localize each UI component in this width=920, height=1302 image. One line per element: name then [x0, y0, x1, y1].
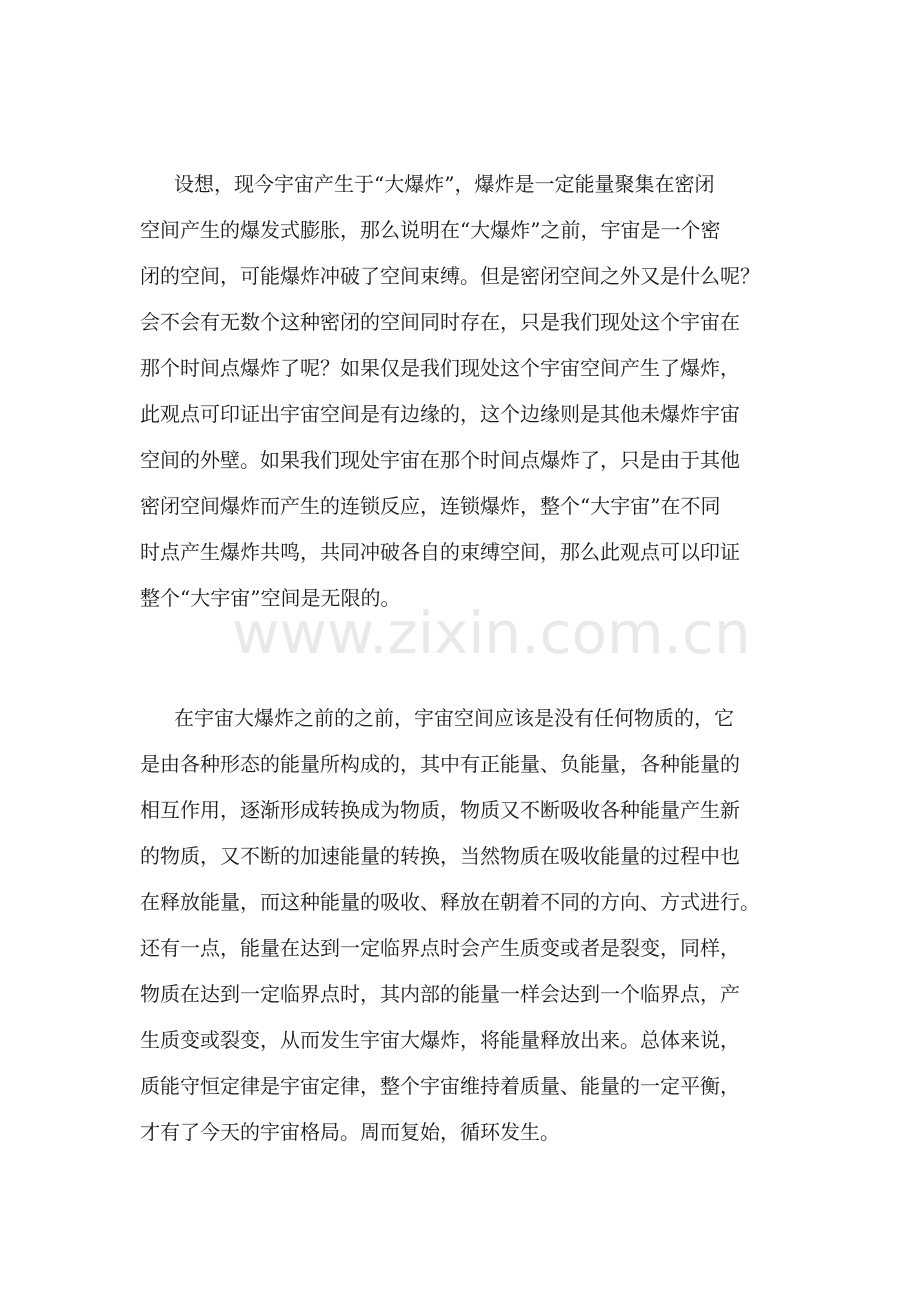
paragraph-2-line-4: 的物质，又不断的加速能量的转换，当然物质在吸收能量的过程中也	[140, 844, 740, 868]
paragraph-2-line-2: 是由各种形态的能量所构成的，其中有正能量、负能量，各种能量的	[140, 752, 740, 776]
paragraph-1-line-2: 空间产生的爆发式膨胀，那么说明在“大爆炸”之前，宇宙是一个密	[140, 218, 721, 242]
watermark-text: www.zixin.com.cn	[232, 599, 751, 667]
paragraph-2-line-8: 生质变或裂变，从而发生宇宙大爆炸，将能量释放出来。总体来说，	[140, 1028, 740, 1052]
paragraph-2-line-1: 在宇宙大爆炸之前的之前，宇宙空间应该是没有任何物质的，它	[174, 706, 734, 730]
paragraph-2-line-3: 相互作用，逐渐形成转换成为物质，物质又不断吸收各种能量产生新	[140, 798, 740, 822]
paragraph-1-line-3: 闭的空间，可能爆炸冲破了空间束缚。但是密闭空间之外又是什么呢？	[140, 264, 760, 288]
paragraph-2-line-10: 才有了今天的宇宙格局。周而复始，循环发生。	[140, 1120, 560, 1144]
paragraph-1-line-1: 设想，现今宇宙产生于“大爆炸”，爆炸是一定能量聚集在密闭	[174, 172, 715, 196]
paragraph-2-line-7: 物质在达到一定临界点时，其内部的能量一样会达到一个临界点，产	[140, 982, 740, 1006]
paragraph-2-line-6: 还有一点，能量在达到一定临界点时会产生质变或者是裂变，同样，	[140, 936, 740, 960]
paragraph-1-line-7: 空间的外壁。如果我们现处宇宙在那个时间点爆炸了，只是由于其他	[140, 448, 740, 472]
paragraph-2-line-9: 质能守恒定律是宇宙定律，整个宇宙维持着质量、能量的一定平衡，	[140, 1074, 740, 1098]
paragraph-1-line-8: 密闭空间爆炸而产生的连锁反应，连锁爆炸，整个“大宇宙”在不同	[140, 494, 721, 518]
paragraph-1-line-6: 此观点可印证出宇宙空间是有边缘的，这个边缘则是其他未爆炸宇宙	[140, 402, 740, 426]
paragraph-1-line-5: 那个时间点爆炸了呢？如果仅是我们现处这个宇宙空间产生了爆炸，	[140, 356, 740, 380]
paragraph-1-line-4: 会不会有无数个这种密闭的空间同时存在，只是我们现处这个宇宙在	[140, 310, 740, 334]
paragraph-2-line-5: 在释放能量，而这种能量的吸收、释放在朝着不同的方向、方式进行。	[140, 890, 760, 914]
paragraph-1-line-9: 时点产生爆炸共鸣，共同冲破各自的束缚空间，那么此观点可以印证	[140, 540, 740, 564]
paragraph-1-line-10: 整个“大宇宙”空间是无限的。	[140, 586, 401, 610]
